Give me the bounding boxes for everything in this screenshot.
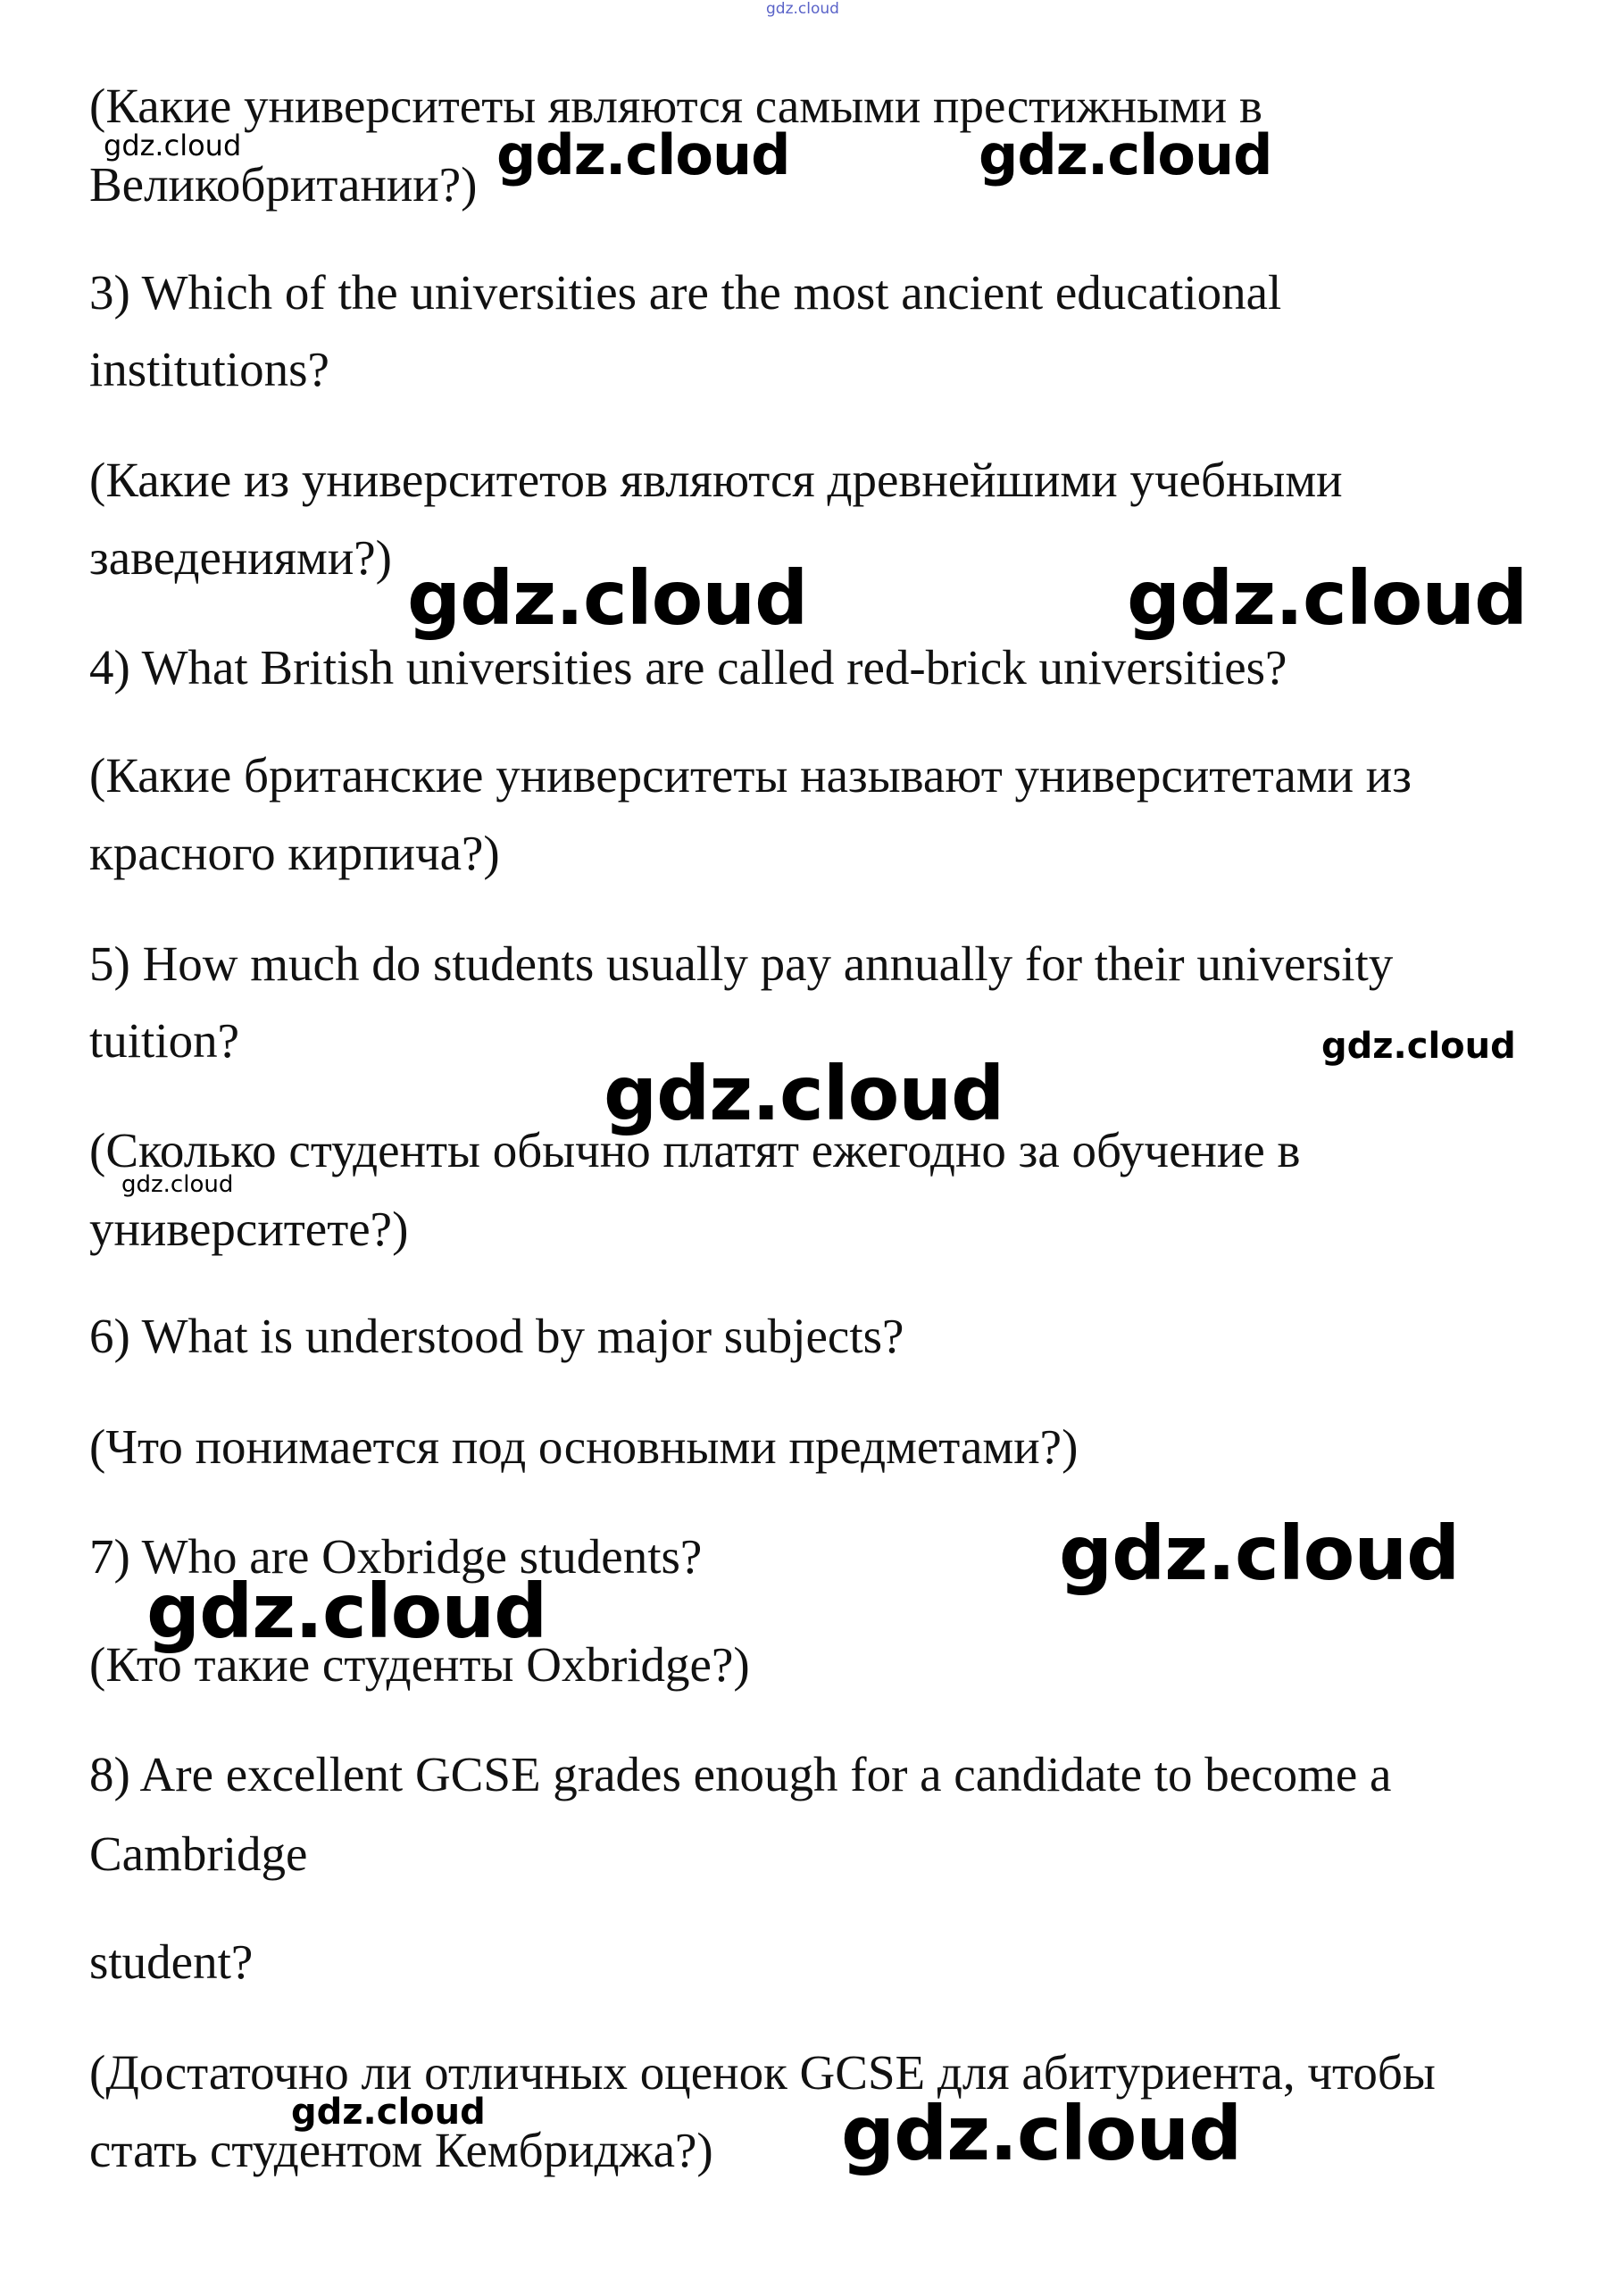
text-line: 5) How much do students usually pay annually for their university [89,936,1394,991]
watermark: gdz.cloud [146,1568,547,1655]
text-line: (Кто такие студенты Oxbridge?) [89,1637,750,1692]
text-line: institutions? [89,342,329,396]
text-line: (Сколько студенты обычно платят ежегодно за обучение в [89,1123,1301,1177]
text-line: красного кирпича?) [89,826,500,880]
text-line: 4) What British universities are called red-brick universities? [89,640,1287,695]
text-line: 7) Who are Oxbridge students? [89,1529,703,1584]
watermark: gdz.cloud [841,2090,1242,2177]
text-line: (Что понимается под основными предметами?) [89,1419,1079,1474]
text-line: (Какие университеты являются самыми престижными в [89,79,1262,133]
watermark: gdz.cloud [121,1171,234,1198]
text-line: Cambridge [89,1826,308,1881]
text-line: стать студентом Кембриджа?) [89,2123,713,2177]
text-line: (Какие британские университеты называют университетами из [89,748,1412,803]
text-line: student? [89,1934,254,1989]
watermark: gdz.cloud [496,122,790,187]
watermark: gdz.cloud [407,554,808,642]
watermark: gdz.cloud [104,129,242,162]
text-line: (Какие из университетов являются древнейшими учебными [89,453,1343,507]
watermark: gdz.cloud [979,122,1272,187]
watermark: gdz.cloud [1321,1026,1516,1067]
text-line: 3) Which of the universities are the most ancient educational [89,265,1282,320]
text-line: Великобритании?) [89,157,478,212]
text-line: заведениями?) [89,530,392,585]
watermark-top: gdz.cloud [766,0,839,18]
watermark: gdz.cloud [291,2092,486,2133]
text-line: 6) What is understood by major subjects? [89,1309,904,1363]
text-line: 8) Are excellent GCSE grades enough for a candidate to become a [89,1747,1392,1801]
watermark: gdz.cloud [604,1050,1004,1137]
text-line: (Достаточно ли отличных оценок GCSE для абитуриента, чтобы [89,2045,1436,2100]
watermark: gdz.cloud [1127,554,1528,642]
text-line: университете?) [89,1202,409,1256]
text-line: tuition? [89,1013,240,1068]
watermark: gdz.cloud [1059,1510,1460,1597]
